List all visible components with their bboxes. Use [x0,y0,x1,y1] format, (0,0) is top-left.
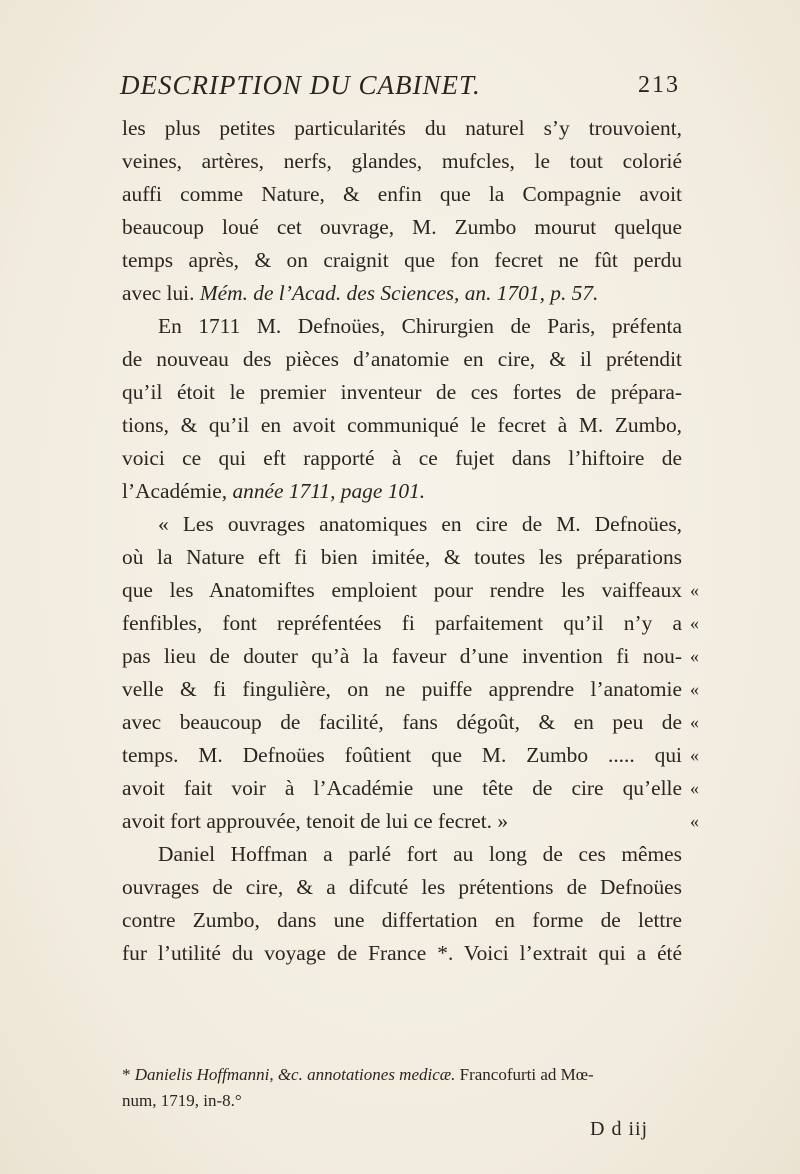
quote-line: avoit fait voir à l’Académie une tête de cire qu’elle [122,776,682,800]
footnote-text: Francofurti ad Mœ- [455,1065,594,1084]
page-header [120,70,680,104]
footnote-line: num, 1719, in-8.° [122,1091,242,1110]
footnote-line [122,1062,682,1088]
quote-line: avec beaucoup de facilité, fans dégoût, & en peu de [122,710,682,734]
quote-first-line: « Les ouvrages anatomiques en cire de M. Defnoües, [158,512,682,536]
quote-line: avoit fort approuvée, tenoit de lui ce fecret. » [122,809,509,833]
text-line: de nouveau des pièces d’anatomie en cire, & il prétendit [122,347,682,371]
text-run: avec lui. [122,281,200,305]
text-line: auffi comme Nature, & enfin que la Compagnie avoit [122,182,682,206]
text-line [122,475,682,508]
text-line: contre Zumbo, dans une differtation en forme de lettre [122,908,682,932]
text-line: veines, artères, nerfs, glandes, mufcles, le tout colorié [122,149,682,173]
margin-quote-mark: « [690,745,699,765]
text-line: temps après, & on craignit que fon fecret ne fût perdu [122,248,682,272]
text-line: voici ce qui eft rapporté à ce fujet dans l’hiftoire de [122,446,682,470]
margin-quote-mark: « [690,679,699,699]
citation: Mém. de l’Acad. des Sciences, an. 1701, p. 57. [199,281,599,305]
margin-quote-mark: « [690,613,699,633]
text-line [122,277,682,310]
page-number: 213 [638,72,680,98]
body-text [122,112,682,970]
quote-line: pas lieu de douter qu’à la faveur d’une invention fi nou- [122,644,682,668]
quote-line: velle & fi fingulière, on ne puiffe apprendre l’anatomie [122,677,682,701]
margin-quote-mark: « [690,712,699,732]
margin-quote-mark: « [690,811,699,831]
signature-mark: D d iij [590,1118,649,1140]
margin-quote-mark: « [690,580,699,600]
text-line: qu’il étoit le premier inventeur de ces fortes de prépara- [122,380,682,404]
text-line: beaucoup loué cet ouvrage, M. Zumbo mourut quelque [122,215,682,239]
quote-line: que les Anatomiftes emploient pour rendre les vaiffeaux [122,578,682,602]
quote-line: temps. M. Defnoües foûtient que M. Zumbo ..... qui [122,743,682,767]
running-head: DESCRIPTION DU CABINET. [120,70,481,100]
paragraph-first-line: En 1711 M. Defnoües, Chirurgien de Paris, préfenta [158,314,682,338]
text-line: ouvrages de cire, & a difcuté les prétentions de Defnoües [122,875,682,899]
footnote-reference: Danielis Hoffmanni, &c. annotationes medicæ. [134,1065,456,1084]
citation: année 1711, page 101. [232,479,426,503]
text-line: tions, & qu’il en avoit communiqué le fecret à M. Zumbo, [122,413,682,437]
margin-quote-mark: « [690,646,699,666]
quote-line: où la Nature eft fi bien imitée, & toutes les préparations [122,545,682,569]
footnote-marker: * [122,1065,135,1084]
margin-quote-mark: « [690,778,699,798]
paragraph-first-line: Daniel Hoffman a parlé fort au long de ces mêmes [158,842,682,866]
text-run: l’Académie, [122,479,233,503]
quote-line: fenfibles, font repréfentées fi parfaitement qu’il n’y a [122,611,682,635]
text-line: les plus petites particularités du naturel s’y trouvoient, [122,116,682,140]
footnote [122,1062,682,1114]
text-line: fur l’utilité du voyage de France *. Voici l’extrait qui a été [122,941,682,965]
